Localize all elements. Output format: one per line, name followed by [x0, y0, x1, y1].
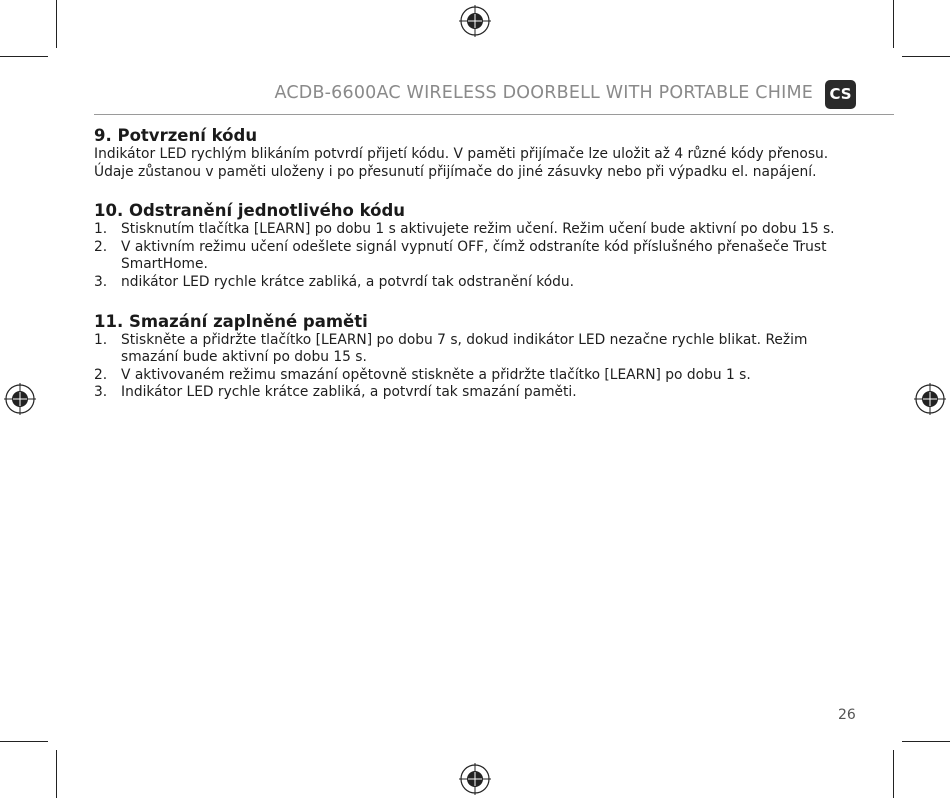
header-divider	[94, 114, 894, 115]
section-heading: 10. Odstranění jednotlivého kódu	[94, 201, 406, 221]
crop-mark	[0, 56, 48, 57]
step-number: 3.	[94, 273, 108, 290]
step-text: Stiskněte a přidržte tlačítko [LEARN] po dobu 7 s, dokud indikátor LED nezačne rychle blikat. Režim smazání bude aktivní po dobu 15 s.	[121, 331, 808, 366]
list-item	[94, 332, 864, 367]
step-text: Indikátor LED rychle krátce zabliká, a potvrdí tak smazání paměti.	[121, 384, 577, 401]
crop-mark	[902, 741, 950, 742]
section-remove-single-code	[94, 201, 864, 291]
steps-list	[94, 332, 864, 402]
crop-mark	[893, 0, 894, 48]
list-item	[94, 384, 864, 402]
step-number: 2.	[94, 238, 108, 255]
language-badge: CS	[825, 80, 856, 109]
registration-mark-icon	[3, 382, 37, 416]
document-body	[94, 126, 864, 402]
step-number: 3.	[94, 384, 108, 401]
list-item	[94, 274, 864, 292]
registration-mark-icon	[913, 382, 947, 416]
step-number: 1.	[94, 331, 108, 348]
step-text: Stisknutím tlačítka [LEARN] po dobu 1 s aktivujete režim učení. Režim učení bude aktivní po dobu 15 s.	[121, 221, 835, 238]
step-text: V aktivovaném režimu smazání opětovně stiskněte a přidržte tlačítko [LEARN] po dobu 1 s.	[121, 366, 751, 383]
crop-mark	[0, 741, 48, 742]
list-item	[94, 239, 864, 274]
step-text: ndikátor LED rychle krátce zabliká, a potvrdí tak odstranění kódu.	[121, 273, 575, 290]
step-number: 2.	[94, 366, 108, 383]
crop-mark	[56, 0, 57, 48]
crop-mark	[902, 56, 950, 57]
section-clear-full-memory	[94, 312, 864, 402]
section-paragraph: Indikátor LED rychlým blikáním potvrdí přijetí kódu. V paměti přijímače lze uložit až 4 různé kódy přenosu. Údaje zůstanou v paměti uloženy i po přesunutí přijímače do jiné zásuvky nebo při výpadku el. napájení.	[94, 146, 829, 180]
crop-mark	[56, 750, 57, 798]
step-text: V aktivním režimu učení odešlete signál vypnutí OFF, čímž odstraníte kód příslušného přenašeče Trust SmartHome.	[121, 238, 827, 273]
page-header-title: ACDB-6600AC WIRELESS DOORBELL WITH PORTABLE CHIME	[274, 83, 813, 103]
list-item	[94, 367, 864, 385]
steps-list	[94, 221, 864, 291]
section-code-confirmation	[94, 126, 864, 181]
section-heading: 11. Smazání zaplněné paměti	[94, 311, 368, 331]
section-heading: 9. Potvrzení kódu	[94, 126, 258, 145]
list-item	[94, 221, 864, 239]
registration-mark-icon	[458, 4, 492, 38]
page-number: 26	[838, 707, 856, 723]
crop-mark	[893, 750, 894, 798]
step-number: 1.	[94, 221, 108, 238]
registration-mark-icon	[458, 762, 492, 796]
